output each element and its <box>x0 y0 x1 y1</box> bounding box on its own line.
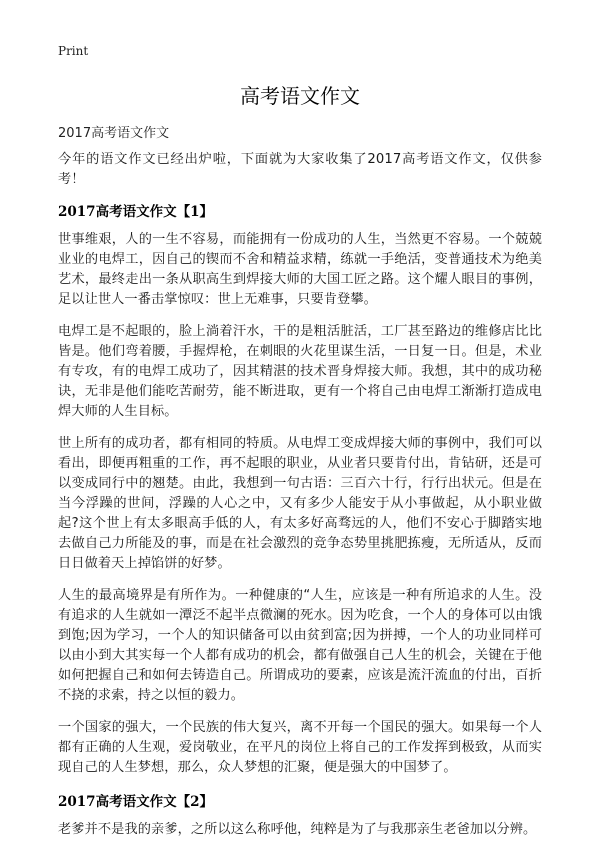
page-title: 高考语文作文 <box>240 84 360 108</box>
document-subtitle: 2017高考语文作文 <box>58 126 170 141</box>
paragraph: 世事维艰，人的一生不容易，而能拥有一份成功的人生，当然更不容易。一个兢兢业业的电焊工，因自己的锲而不舍和精益求精，练就一手绝活，变普通技术为绝美艺术，最终走出一条从职高生到焊接大师的大国工匠之路。这个耀人眼目的事例，足以让世人一番击掌惊叹：世上无难事，只要肯登攀。 <box>58 232 542 307</box>
paragraph: 电焊工是不起眼的，脸上淌着汗水，干的是粗活脏活，工厂甚至路边的维修店比比皆是。他们弯着腰，手握焊枪，在刺眼的火花里谋生活，一日复一日。但是，术业有专攻，有的电焊工成功了，因其精湛的技术晋身焊接大师。我想，其中的成功秘诀，无非是他们能吃苦耐劳，能不断进取，更有一个将自己由电焊工渐渐打造成电焊大师的人生目标。 <box>58 324 542 419</box>
article-body <box>58 150 542 852</box>
section-heading-2: 2017高考语文作文【2】 <box>58 794 213 810</box>
print-link[interactable]: Print <box>58 44 89 58</box>
paragraph: 人生的最高境界是有所作为。一种健康的“人生，应该是一种有所追求的人生。没有追求的人生就如一潭泛不起半点微澜的死水。因为吃食，一个人的身体可以由饿到饱;因为学习，一个人的知识储备可以由贫到富;因为拼搏，一个人的功业同样可以由小到大其实每一个人都有成功的机会，都有做强自己人生的机会，关键在于他如何把握自己和如何去铸造自己。所谓成功的要素，应该是流汗流血的付出，百折不挠的求索，持之以恒的毅力。 <box>58 588 542 703</box>
paragraph: 一个国家的强大，一个民族的伟大复兴，离不开每一个国民的强大。如果每一个人都有正确的人生观，爱岗敬业，在平凡的岗位上将自己的工作发挥到极致，从而实现自己的人生梦想，那么，众人梦想的汇聚，便是强大的中国梦了。 <box>58 720 542 775</box>
section-heading-1: 2017高考语文作文【1】 <box>58 204 213 220</box>
paragraph: 世上所有的成功者，都有相同的特质。从电焊工变成焊接大师的事例中，我们可以看出，即便再粗重的工作，再不起眼的职业，从业者只要肯付出，肯钻研，还是可以变成同行中的翘楚。由此，我想到一句古语：三百六十行，行行出状元。但是在当今浮躁的世间，浮躁的人心之中，又有多少人能安于从小事做起，从小职业做起?这个世上有太多眼高手低的人，有太多好高骛远的人，他们不安心于脚踏实地去做自己力所能及的事，而是在社会激烈的竞争态势里挑肥拣瘦，无所适从，反而日日做着天上掉馅饼的好梦。 <box>58 436 542 571</box>
paragraph: 老爹并不是我的亲爹，之所以这么称呼他，纯粹是为了与我那亲生老爸加以分辨。 <box>58 822 537 837</box>
intro-paragraph: 今年的语文作文已经出炉啦，下面就为大家收集了2017高考语文作文，仅供参考！ <box>58 152 542 187</box>
